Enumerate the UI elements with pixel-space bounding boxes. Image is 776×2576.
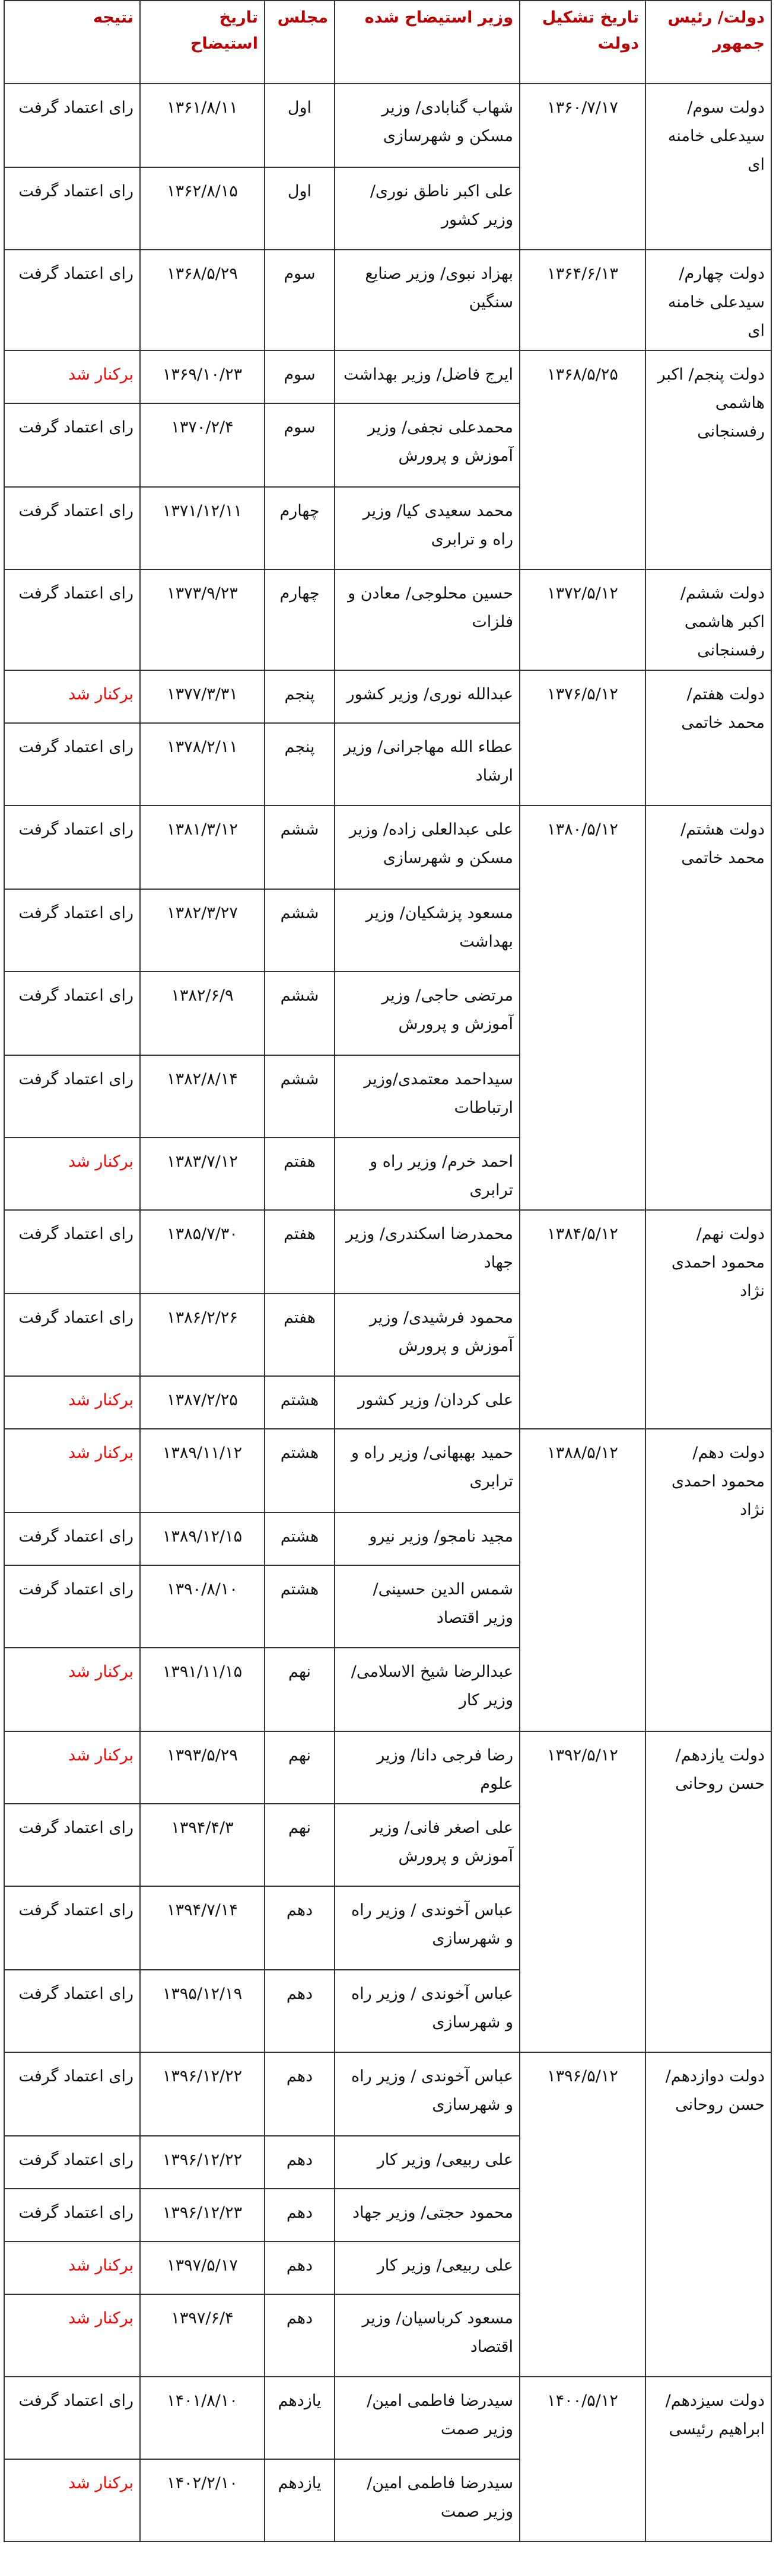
majlis-cell: ششم <box>265 805 335 889</box>
formed-date-cell: ۱۳۷۲/۵/۱۲ <box>520 569 645 670</box>
result-cell: رای اعتماد گرفت <box>4 805 140 889</box>
minister-cell: علی اکبر ناطق نوری/ وزیر کشور <box>335 167 520 250</box>
minister-cell: عباس آخوندی / وزیر راه و شهرسازی <box>335 2052 520 2136</box>
date-cell: ۱۴۰۲/۲/۱۰ <box>140 2459 265 2542</box>
gov-cell: دولت هشتم/محمد خاتمی <box>645 805 771 1210</box>
majlis-cell: هفتم <box>265 1210 335 1294</box>
result-cell: رای اعتماد گرفت <box>4 723 140 805</box>
date-cell: ۱۳۸۱/۳/۱۲ <box>140 805 265 889</box>
result-cell: رای اعتماد گرفت <box>4 403 140 487</box>
majlis-cell: نهم <box>265 1804 335 1886</box>
table-row <box>4 2052 771 2136</box>
result-cell: برکنار شد <box>4 670 140 723</box>
result-cell: رای اعتماد گرفت <box>4 1970 140 2052</box>
result-cell: برکنار شد <box>4 1648 140 1731</box>
table-row <box>4 1429 771 1513</box>
formed-date-cell: ۱۳۶۸/۵/۲۵ <box>520 351 645 569</box>
majlis-cell: دهم <box>265 2052 335 2136</box>
majlis-cell: دهم <box>265 1886 335 1970</box>
minister-cell: حسین محلوجی/ معادن و فلزات <box>335 569 520 670</box>
majlis-cell: نهم <box>265 1731 335 1804</box>
date-cell: ۱۳۹۷/۵/۱۷ <box>140 2241 265 2294</box>
minister-cell: علی اصغر فانی/ وزیر آموزش و پرورش <box>335 1804 520 1886</box>
date-cell: ۱۳۹۴/۴/۳ <box>140 1804 265 1886</box>
minister-cell: علی ربیعی/ وزیر کار <box>335 2241 520 2294</box>
header-formed: تاریخ تشکیل دولت <box>520 1 645 84</box>
date-cell: ۱۳۶۱/۸/۱۱ <box>140 84 265 167</box>
date-cell: ۱۳۹۷/۶/۴ <box>140 2294 265 2377</box>
date-cell: ۱۳۷۳/۹/۲۳ <box>140 569 265 670</box>
minister-cell: سیدرضا فاطمی امین/ وزیر صمت <box>335 2459 520 2542</box>
minister-cell: مسعود کرباسیان/ وزیر اقتصاد <box>335 2294 520 2377</box>
date-cell: ۱۳۹۱/۱۱/۱۵ <box>140 1648 265 1731</box>
majlis-cell: ششم <box>265 1055 335 1138</box>
minister-cell: عباس آخوندی / وزیر راه و شهرسازی <box>335 1886 520 1970</box>
minister-cell: علی عبدالعلی زاده/ وزیر مسکن و شهرسازی <box>335 805 520 889</box>
minister-cell: عبدالرضا شیخ الاسلامی/ وزیر کار <box>335 1648 520 1731</box>
date-cell: ۱۳۷۰/۲/۴ <box>140 403 265 487</box>
result-cell: برکنار شد <box>4 1429 140 1513</box>
result-cell: رای اعتماد گرفت <box>4 1886 140 1970</box>
result-cell: رای اعتماد گرفت <box>4 1055 140 1138</box>
result-cell: رای اعتماد گرفت <box>4 487 140 569</box>
gov-cell: دولت چهارم/ سیدعلی خامنه ای <box>645 250 771 351</box>
majlis-cell: دهم <box>265 2189 335 2241</box>
gov-cell: دولت یازدهم/ حسن روحانی <box>645 1731 771 2052</box>
majlis-cell: هشتم <box>265 1429 335 1513</box>
result-cell: رای اعتماد گرفت <box>4 1513 140 1565</box>
result-cell: رای اعتماد گرفت <box>4 1294 140 1376</box>
minister-cell: علی ربیعی/ وزیر کار <box>335 2136 520 2189</box>
gov-cell: دولت ششم/ اکبر هاشمی رفسنجانی <box>645 569 771 670</box>
date-cell: ۱۴۰۱/۸/۱۰ <box>140 2377 265 2459</box>
result-cell: رای اعتماد گرفت <box>4 2377 140 2459</box>
result-cell: رای اعتماد گرفت <box>4 889 140 972</box>
result-cell: رای اعتماد گرفت <box>4 1210 140 1294</box>
table-row <box>4 569 771 670</box>
result-cell: برکنار شد <box>4 1376 140 1429</box>
formed-date-cell: ۱۳۸۴/۵/۱۲ <box>520 1210 645 1429</box>
formed-date-cell: ۱۴۰۰/۵/۱۲ <box>520 2377 645 2542</box>
table-row <box>4 250 771 351</box>
date-cell: ۱۳۸۵/۷/۳۰ <box>140 1210 265 1294</box>
date-cell: ۱۳۸۶/۲/۲۶ <box>140 1294 265 1376</box>
minister-cell: عباس آخوندی / وزیر راه و شهرسازی <box>335 1970 520 2052</box>
date-cell: ۱۳۹۶/۱۲/۲۲ <box>140 2136 265 2189</box>
impeachment-table <box>4 0 772 2542</box>
date-cell: ۱۳۶۹/۱۰/۲۳ <box>140 351 265 403</box>
gov-cell: دولت سوم/ سیدعلی خامنه ای <box>645 84 771 250</box>
minister-cell: عبدالله نوری/ وزیر کشور <box>335 670 520 723</box>
majlis-cell: سوم <box>265 351 335 403</box>
gov-cell: دولت پنجم/ اکبر هاشمی رفسنجانی <box>645 351 771 569</box>
minister-cell: سیداحمد معتمدی/وزیر ارتباطات <box>335 1055 520 1138</box>
minister-cell: عطاء الله مهاجرانی/ وزیر ارشاد <box>335 723 520 805</box>
majlis-cell: سوم <box>265 250 335 351</box>
header-gov: دولت/ رئیس جمهور <box>645 1 771 84</box>
minister-cell: مسعود پزشکیان/ وزیر بهداشت <box>335 889 520 972</box>
formed-date-cell: ۱۳۹۲/۵/۱۲ <box>520 1731 645 2052</box>
date-cell: ۱۳۹۵/۱۲/۱۹ <box>140 1970 265 2052</box>
majlis-cell: اول <box>265 84 335 167</box>
majlis-cell: اول <box>265 167 335 250</box>
minister-cell: محمود فرشیدی/ وزیر آموزش و پرورش <box>335 1294 520 1376</box>
header-majlis: مجلس <box>265 1 335 84</box>
formed-date-cell: ۱۳۹۶/۵/۱۲ <box>520 2052 645 2377</box>
gov-cell: دولت هفتم/محمد خاتمی <box>645 670 771 805</box>
result-cell: برکنار شد <box>4 2459 140 2542</box>
gov-cell: دولت نهم/ محمود احمدی نژاد <box>645 1210 771 1429</box>
majlis-cell: هشتم <box>265 1376 335 1429</box>
date-cell: ۱۳۷۷/۳/۳۱ <box>140 670 265 723</box>
document-page <box>5 0 772 2542</box>
header-result: نتیجه <box>4 1 140 84</box>
majlis-cell: هشتم <box>265 1513 335 1565</box>
date-cell: ۱۳۸۳/۷/۱۲ <box>140 1138 265 1210</box>
date-cell: ۱۳۸۲/۳/۲۷ <box>140 889 265 972</box>
minister-cell: محمود حجتی/ وزیر جهاد <box>335 2189 520 2241</box>
majlis-cell: چهارم <box>265 487 335 569</box>
result-cell: برکنار شد <box>4 1731 140 1804</box>
date-cell: ۱۳۶۸/۵/۲۹ <box>140 250 265 351</box>
majlis-cell: ششم <box>265 972 335 1055</box>
date-cell: ۱۳۹۴/۷/۱۴ <box>140 1886 265 1970</box>
result-cell: رای اعتماد گرفت <box>4 2189 140 2241</box>
formed-date-cell: ۱۳۶۴/۶/۱۳ <box>520 250 645 351</box>
majlis-cell: پنجم <box>265 723 335 805</box>
minister-cell: مرتضی حاجی/ وزیر آموزش و پرورش <box>335 972 520 1055</box>
date-cell: ۱۳۸۷/۲/۲۵ <box>140 1376 265 1429</box>
majlis-cell: یازدهم <box>265 2459 335 2542</box>
result-cell: رای اعتماد گرفت <box>4 2052 140 2136</box>
gov-cell: دولت دوازدهم/ حسن روحانی <box>645 2052 771 2377</box>
minister-cell: مجید نامجو/ وزیر نیرو <box>335 1513 520 1565</box>
minister-cell: سیدرضا فاطمی امین/ وزیر صمت <box>335 2377 520 2459</box>
majlis-cell: پنجم <box>265 670 335 723</box>
header-minister: وزیر استیضاح شده <box>335 1 520 84</box>
date-cell: ۱۳۸۲/۸/۱۴ <box>140 1055 265 1138</box>
date-cell: ۱۳۷۱/۱۲/۱۱ <box>140 487 265 569</box>
date-cell: ۱۳۸۹/۱۲/۱۵ <box>140 1513 265 1565</box>
formed-date-cell: ۱۳۶۰/۷/۱۷ <box>520 84 645 250</box>
formed-date-cell: ۱۳۸۰/۵/۱۲ <box>520 805 645 1210</box>
result-cell: رای اعتماد گرفت <box>4 84 140 167</box>
minister-cell: احمد خرم/ وزیر راه و ترابری <box>335 1138 520 1210</box>
majlis-cell: دهم <box>265 2294 335 2377</box>
majlis-cell: هفتم <box>265 1294 335 1376</box>
date-cell: ۱۳۹۶/۱۲/۲۲ <box>140 2052 265 2136</box>
gov-cell: دولت سیزدهم/ ابراهیم رئیسی <box>645 2377 771 2542</box>
header-date: تاریخ استیضاح <box>140 1 265 84</box>
minister-cell: شمس الدین حسینی/ وزیر اقتصاد <box>335 1565 520 1648</box>
minister-cell: محمدرضا اسکندری/ وزیر جهاد <box>335 1210 520 1294</box>
date-cell: ۱۳۶۲/۸/۱۵ <box>140 167 265 250</box>
result-cell: رای اعتماد گرفت <box>4 1804 140 1886</box>
majlis-cell: سوم <box>265 403 335 487</box>
table-row <box>4 1731 771 1804</box>
date-cell: ۱۳۸۹/۱۱/۱۲ <box>140 1429 265 1513</box>
date-cell: ۱۳۸۲/۶/۹ <box>140 972 265 1055</box>
result-cell: رای اعتماد گرفت <box>4 972 140 1055</box>
minister-cell: شهاب گنابادی/ وزیر مسکن و شهرسازی <box>335 84 520 167</box>
header-row <box>4 1 771 84</box>
date-cell: ۱۳۹۶/۱۲/۲۳ <box>140 2189 265 2241</box>
result-cell: برکنار شد <box>4 351 140 403</box>
result-cell: برکنار شد <box>4 1138 140 1210</box>
table-row <box>4 670 771 723</box>
majlis-cell: یازدهم <box>265 2377 335 2459</box>
formed-date-cell: ۱۳۸۸/۵/۱۲ <box>520 1429 645 1731</box>
date-cell: ۱۳۷۸/۲/۱۱ <box>140 723 265 805</box>
result-cell: رای اعتماد گرفت <box>4 167 140 250</box>
result-cell: برکنار شد <box>4 2241 140 2294</box>
minister-cell: محمد سعیدی کیا/ وزیر راه و ترابری <box>335 487 520 569</box>
result-cell: رای اعتماد گرفت <box>4 2136 140 2189</box>
minister-cell: حمید بهبهانی/ وزیر راه و ترابری <box>335 1429 520 1513</box>
majlis-cell: دهم <box>265 2136 335 2189</box>
date-cell: ۱۳۹۰/۸/۱۰ <box>140 1565 265 1648</box>
majlis-cell: ششم <box>265 889 335 972</box>
result-cell: رای اعتماد گرفت <box>4 1565 140 1648</box>
result-cell: رای اعتماد گرفت <box>4 250 140 351</box>
table-row <box>4 2377 771 2459</box>
table-body <box>4 84 771 2542</box>
majlis-cell: هفتم <box>265 1138 335 1210</box>
minister-cell: بهزاد نبوی/ وزیر صنایع سنگین <box>335 250 520 351</box>
date-cell: ۱۳۹۳/۵/۲۹ <box>140 1731 265 1804</box>
table-row <box>4 84 771 167</box>
result-cell: برکنار شد <box>4 2294 140 2377</box>
majlis-cell: هشتم <box>265 1565 335 1648</box>
table-row <box>4 1210 771 1294</box>
result-cell: رای اعتماد گرفت <box>4 569 140 670</box>
table-row <box>4 805 771 889</box>
majlis-cell: دهم <box>265 1970 335 2052</box>
majlis-cell: نهم <box>265 1648 335 1731</box>
minister-cell: رضا فرجی دانا/ وزیر علوم <box>335 1731 520 1804</box>
minister-cell: محمدعلی نجفی/ وزیر آموزش و پرورش <box>335 403 520 487</box>
majlis-cell: چهارم <box>265 569 335 670</box>
gov-cell: دولت دهم/ محمود احمدی نژاد <box>645 1429 771 1731</box>
minister-cell: علی کردان/ وزیر کشور <box>335 1376 520 1429</box>
formed-date-cell: ۱۳۷۶/۵/۱۲ <box>520 670 645 805</box>
majlis-cell: دهم <box>265 2241 335 2294</box>
table-row <box>4 351 771 403</box>
minister-cell: ایرج فاضل/ وزیر بهداشت <box>335 351 520 403</box>
